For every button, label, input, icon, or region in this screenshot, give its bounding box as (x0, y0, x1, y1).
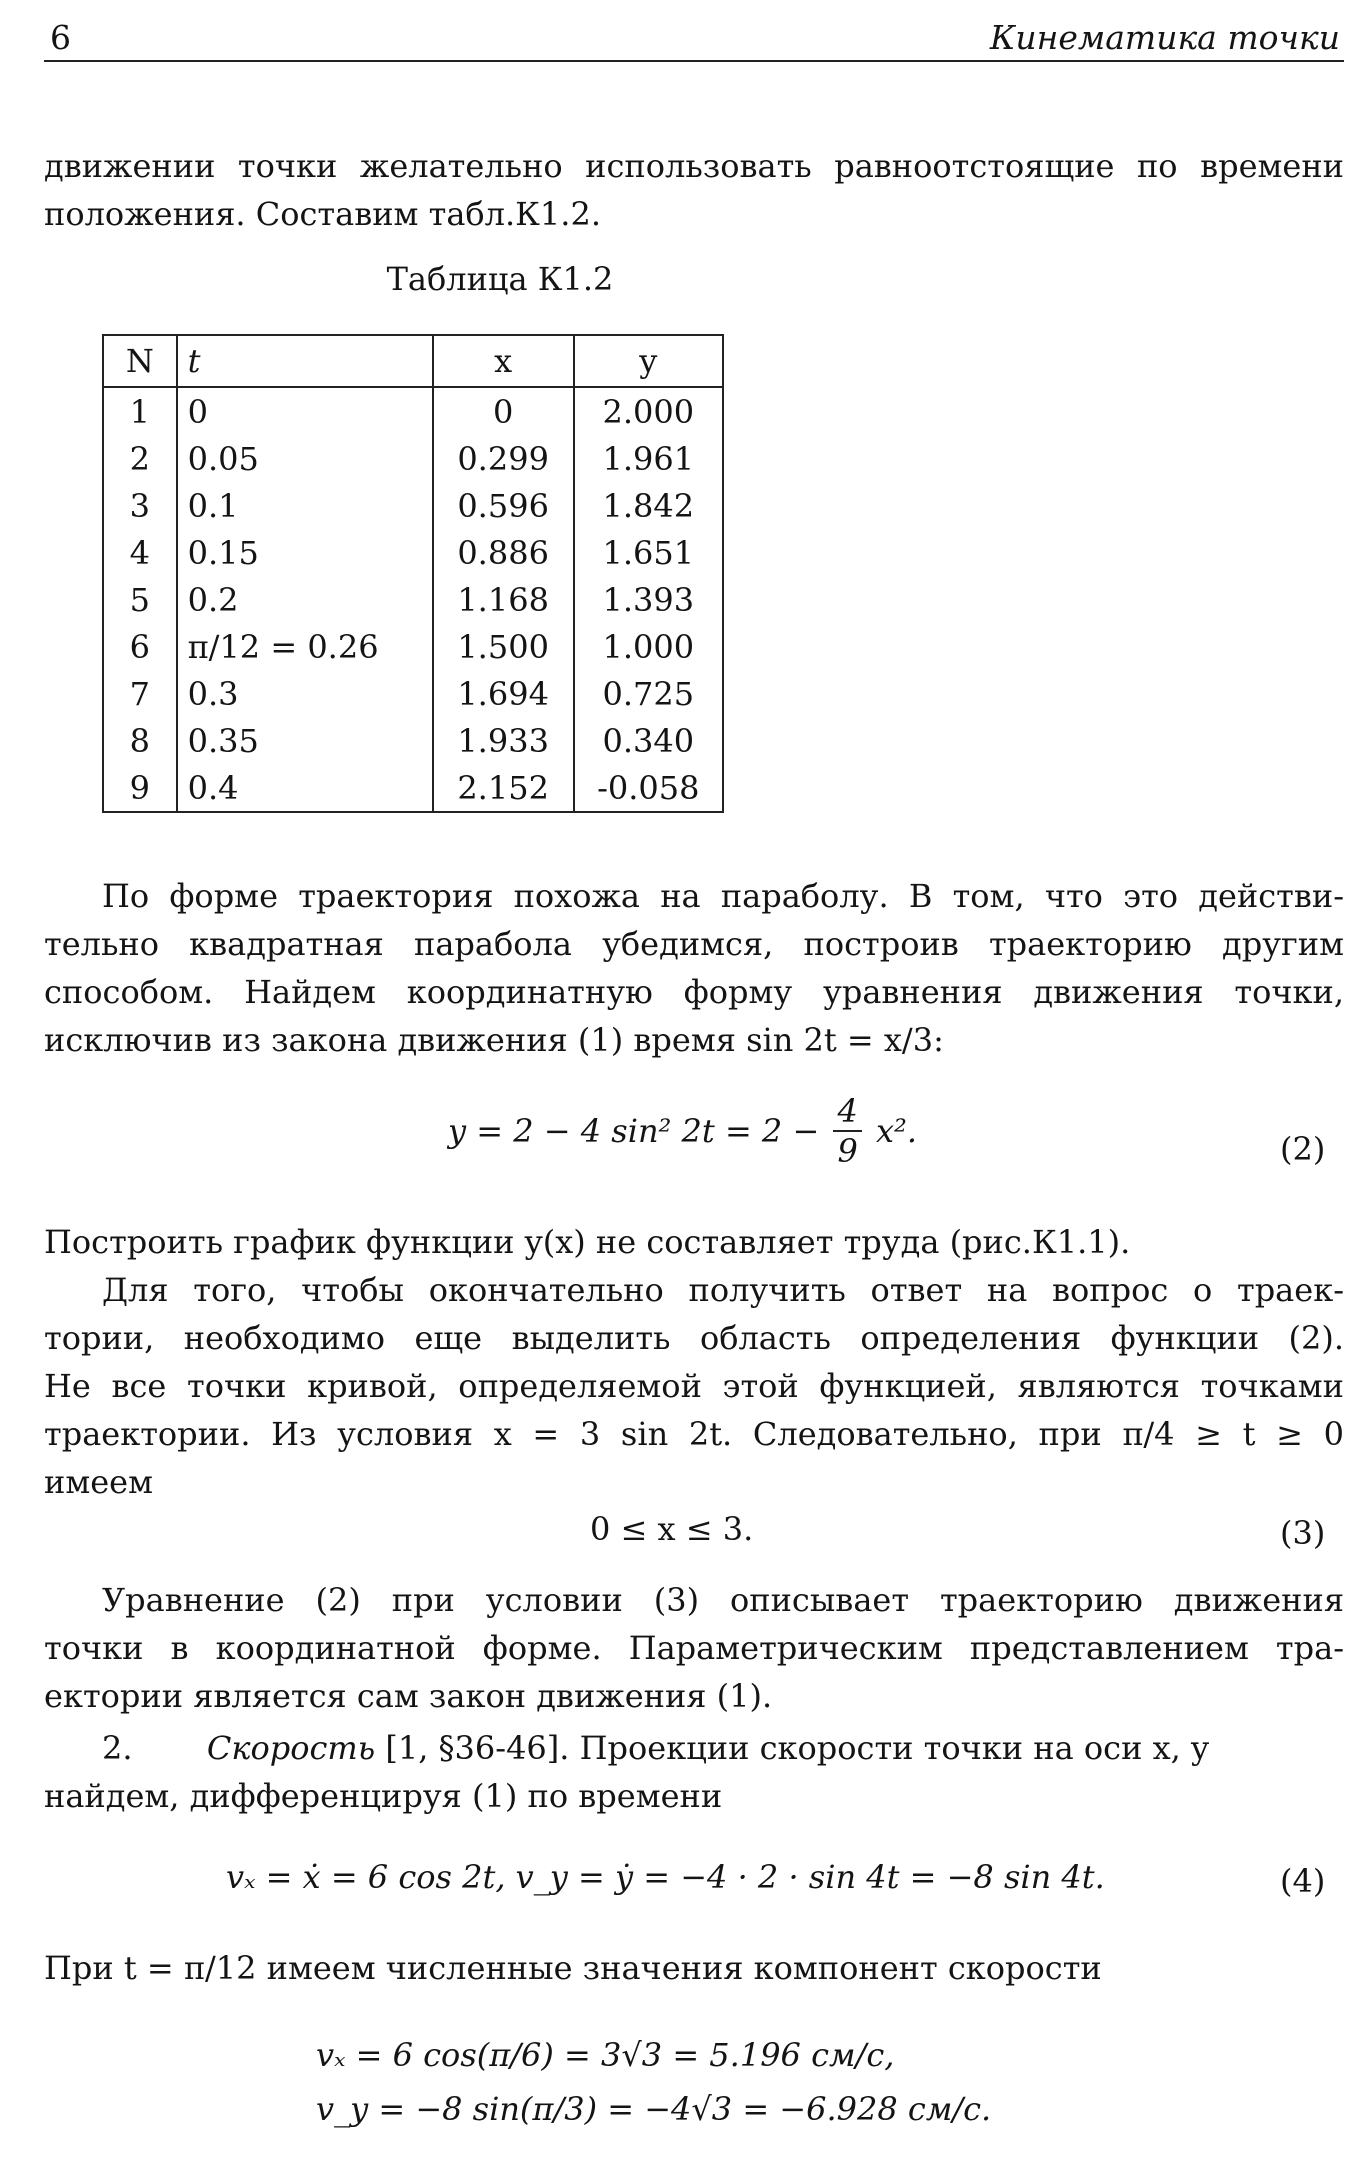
para3-line-4: траектории. Из условия x = 3 sin 2t. Следовательно, при π/4 ≥ t ≥ 0 (44, 1415, 1345, 1453)
eq2-fraction (833, 1092, 861, 1170)
equation-2-number: (2) (1280, 1130, 1326, 1168)
equation-3: 0 ≤ x ≤ 3. (590, 1510, 754, 1548)
para4-line-2: точки в координатной форме. Параметрическим представлением тра- (44, 1629, 1344, 1667)
cell-n: 9 (103, 764, 177, 812)
cell-n: 5 (103, 576, 177, 623)
cell-t: 0.4 (177, 764, 433, 812)
cell-t: 0.15 (177, 529, 433, 576)
para3-line-3: Не все точки кривой, определяемой этой функцией, являются точками (44, 1367, 1344, 1405)
para1-line-4: исключив из закона движения (1) время sin 2t = x/3: (44, 1021, 944, 1059)
column-header-t: t (177, 335, 433, 387)
cell-y: 0.725 (574, 670, 723, 717)
para3-line-2: тории, необходимо еще выделить область определения функции (2). (44, 1319, 1344, 1357)
para1-line-2: тельно квадратная парабола убедимся, построив траекторию другим (44, 925, 1344, 963)
equation-5-line-2: v_y = −8 sin(π/3) = −4√3 = −6.928 см/с. (316, 2090, 992, 2128)
section-number: 2. (102, 1729, 133, 1767)
cell-x: 0.886 (433, 529, 574, 576)
para1-line-1: По форме траектория похожа на параболу. В том, что это действи- (102, 877, 1344, 915)
para5-line-1 (102, 1728, 1209, 1768)
cell-x: 0.299 (433, 435, 574, 482)
eq2-denominator: 9 (837, 1132, 858, 1170)
equation-4: vₓ = ẋ = 6 cos 2t, v_y = ẏ = −4 · 2 · sin 4t = −8 sin 4t. (226, 1858, 1105, 1896)
cell-x: 0.596 (433, 482, 574, 529)
cell-y: 1.842 (574, 482, 723, 529)
table-row (103, 764, 723, 812)
cell-y: 1.961 (574, 435, 723, 482)
table-row (103, 576, 723, 623)
equation-2 (448, 1092, 917, 1170)
table-row (103, 529, 723, 576)
data-table (102, 334, 724, 813)
cell-t: 0.2 (177, 576, 433, 623)
para5-line-2: найдем, дифференцируя (1) по времени (44, 1777, 723, 1815)
para1-line-3: способом. Найдем координатную форму уравнения движения точки, (44, 973, 1344, 1011)
page-number: 6 (50, 18, 71, 57)
table-row (103, 387, 723, 435)
para4-line-3: ектории является сам закон движения (1). (44, 1677, 773, 1715)
cell-n: 2 (103, 435, 177, 482)
cell-t: 0.35 (177, 717, 433, 764)
table-title: Таблица К1.2 (386, 260, 614, 298)
cell-x: 1.168 (433, 576, 574, 623)
page-header (44, 14, 1344, 62)
para4-line-1: Уравнение (2) при условии (3) описывает траекторию движения (102, 1581, 1344, 1619)
para3-line-5: имеем (44, 1463, 153, 1501)
cell-y: 1.393 (574, 576, 723, 623)
cell-x: 1.694 (433, 670, 574, 717)
table-header-row (103, 335, 723, 387)
para2-line-1: Построить график функции y(x) не составляет труда (рис.К1.1). (44, 1223, 1131, 1261)
cell-t: π/12 = 0.26 (177, 623, 433, 670)
cell-t: 0.1 (177, 482, 433, 529)
eq2-left: y = 2 − 4 sin² 2t = 2 − (448, 1112, 820, 1150)
cell-x: 2.152 (433, 764, 574, 812)
running-title: Кинематика точки (989, 18, 1340, 57)
cell-y: 1.000 (574, 623, 723, 670)
intro-line-2: положения. Составим табл.К1.2. (44, 195, 601, 233)
table-row (103, 623, 723, 670)
equation-3-number: (3) (1280, 1514, 1326, 1552)
table-row (103, 482, 723, 529)
cell-n: 6 (103, 623, 177, 670)
column-header-x: x (433, 335, 574, 387)
cell-x: 1.933 (433, 717, 574, 764)
column-header-y: y (574, 335, 723, 387)
table-row (103, 717, 723, 764)
cell-y: 1.651 (574, 529, 723, 576)
cell-x: 1.500 (433, 623, 574, 670)
equation-5-line-1: vₓ = 6 cos(π/6) = 3√3 = 5.196 см/с, (316, 2036, 895, 2074)
para6-line-1: При t = π/12 имеем численные значения компонент скорости (44, 1949, 1102, 1987)
equation-4-number: (4) (1280, 1862, 1326, 1900)
cell-n: 1 (103, 387, 177, 435)
cell-n: 4 (103, 529, 177, 576)
table-row (103, 435, 723, 482)
cell-t: 0.3 (177, 670, 433, 717)
cell-n: 7 (103, 670, 177, 717)
column-header-n: N (103, 335, 177, 387)
cell-t: 0 (177, 387, 433, 435)
cell-n: 3 (103, 482, 177, 529)
cell-x: 0 (433, 387, 574, 435)
eq2-numerator: 4 (833, 1092, 861, 1132)
para3-line-1: Для того, чтобы окончательно получить ответ на вопрос о траек- (102, 1271, 1344, 1309)
cell-t: 0.05 (177, 435, 433, 482)
cell-y: 0.340 (574, 717, 723, 764)
section-intro: [1, §36-46]. Проекции скорости точки на оси x, y (385, 1729, 1210, 1767)
cell-n: 8 (103, 717, 177, 764)
cell-y: 2.000 (574, 387, 723, 435)
section-title: Скорость (206, 1729, 376, 1767)
intro-line-1: движении точки желательно использовать равноотстоящие по времени (44, 147, 1344, 185)
cell-y: -0.058 (574, 764, 723, 812)
table-row (103, 670, 723, 717)
eq2-right: x². (875, 1112, 918, 1150)
